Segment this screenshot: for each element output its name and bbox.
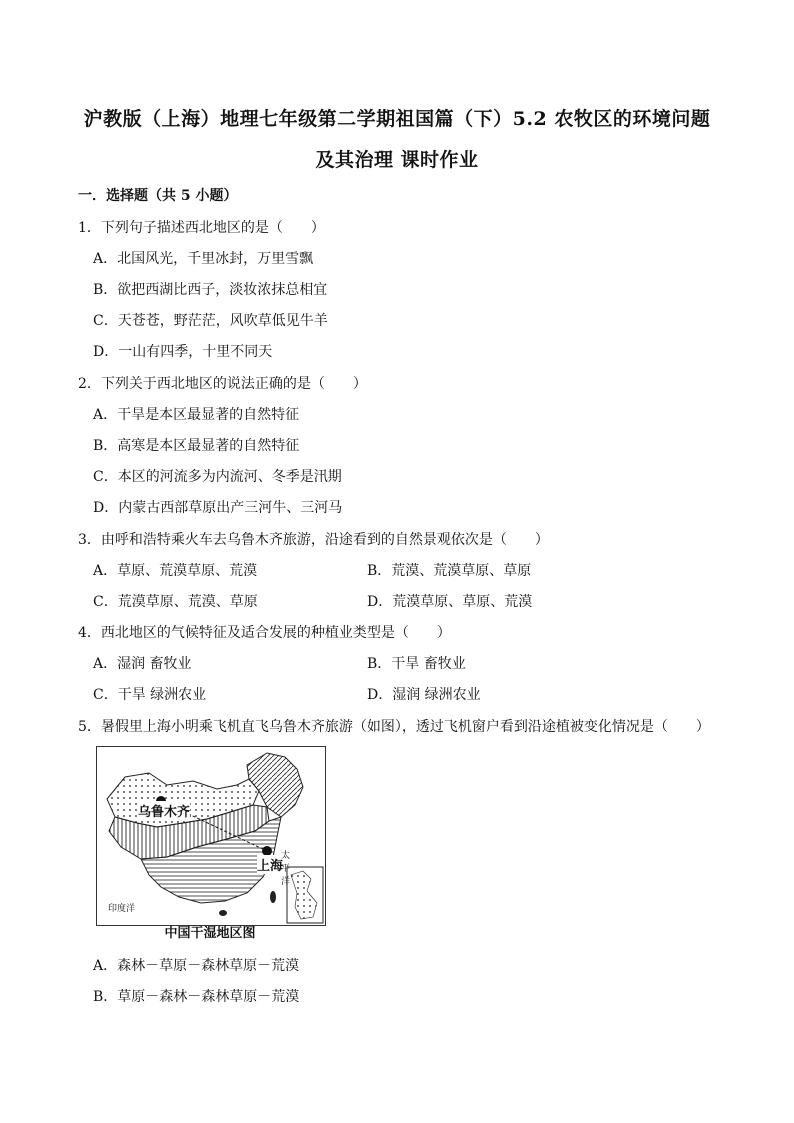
map-label-pacific-2: 平: [281, 864, 291, 874]
q5-option-b: B．草原－森林－森林草原－荒漠: [93, 989, 300, 1005]
q5-option-a: A．森林－草原－森林草原－荒漠: [93, 958, 300, 974]
q4-option-b: B．干旱 畜牧业: [367, 656, 466, 672]
map-island-hainan: [219, 910, 227, 916]
q2-option-c: C．本区的河流多为内流河、冬季是汛期: [93, 469, 342, 485]
q2-option-b: B．高寒是本区最显著的自然特征: [93, 438, 300, 454]
map-caption: 中国干湿地区图: [164, 926, 256, 941]
q4-option-a: A．湿润 畜牧业: [93, 656, 192, 672]
china-dry-wet-map: [96, 746, 326, 926]
question-5-stem: 5．暑假里上海小明乘飞机直飞乌鲁木齐旅游（如图），透过飞机窗户看到沿途植被变化情况是（ ）: [78, 719, 710, 735]
map-label-urumqi: 乌鲁木齐: [138, 801, 190, 820]
question-2-stem: 2．下列关于西北地区的说法正确的是（ ）: [78, 376, 367, 392]
q1-option-d: D．一山有四季，十里不同天: [93, 344, 273, 360]
q4-option-d: D．湿润 绿洲农业: [367, 687, 481, 703]
q2-option-a: A．干旱是本区最显著的自然特征: [93, 407, 300, 423]
map-graphic: [97, 747, 325, 925]
q3-option-c: C．荒漠草原、荒漠、草原: [93, 594, 258, 610]
question-1-stem: 1．下列句子描述西北地区的是（ ）: [78, 220, 325, 236]
q2-option-d: D．内蒙古西部草原出产三河牛、三河马: [93, 500, 343, 516]
q3-option-a: A．草原、荒漠草原、荒漠: [93, 563, 258, 579]
doc-title-line2: 及其治理 课时作业: [315, 149, 479, 171]
map-label-pacific-3: 洋: [281, 877, 291, 887]
question-4-stem: 4．西北地区的气候特征及适合发展的种植业类型是（ ）: [78, 625, 451, 641]
section-heading: 一．选择题（共 5 小题）: [78, 188, 238, 204]
map-island-taiwan: [270, 891, 276, 903]
map-label-shanghai: 上海: [257, 855, 283, 874]
q3-option-d: D．荒漠草原、草原、荒漠: [367, 594, 533, 610]
q1-option-c: C．天苍苍，野茫茫，风吹草低见牛羊: [93, 313, 328, 329]
map-label-indian-ocean: 印度洋: [108, 904, 136, 914]
map-label-pacific-1: 太: [281, 851, 291, 861]
q1-option-b: B．欲把西湖比西子，淡妆浓抹总相宜: [93, 282, 328, 298]
q1-option-a: A．北国风光，千里冰封，万里雪飘: [93, 251, 314, 267]
q4-option-c: C．干旱 绿洲农业: [93, 687, 207, 703]
doc-title-line1: 沪教版（上海）地理七年级第二学期祖国篇（下）5.2 农牧区的环境问题: [83, 108, 711, 130]
question-3-stem: 3．由呼和浩特乘火车去乌鲁木齐旅游，沿途看到的自然景观依次是（ ）: [78, 532, 549, 548]
q3-option-b: B．荒漠、荒漠草原、草原: [367, 563, 532, 579]
